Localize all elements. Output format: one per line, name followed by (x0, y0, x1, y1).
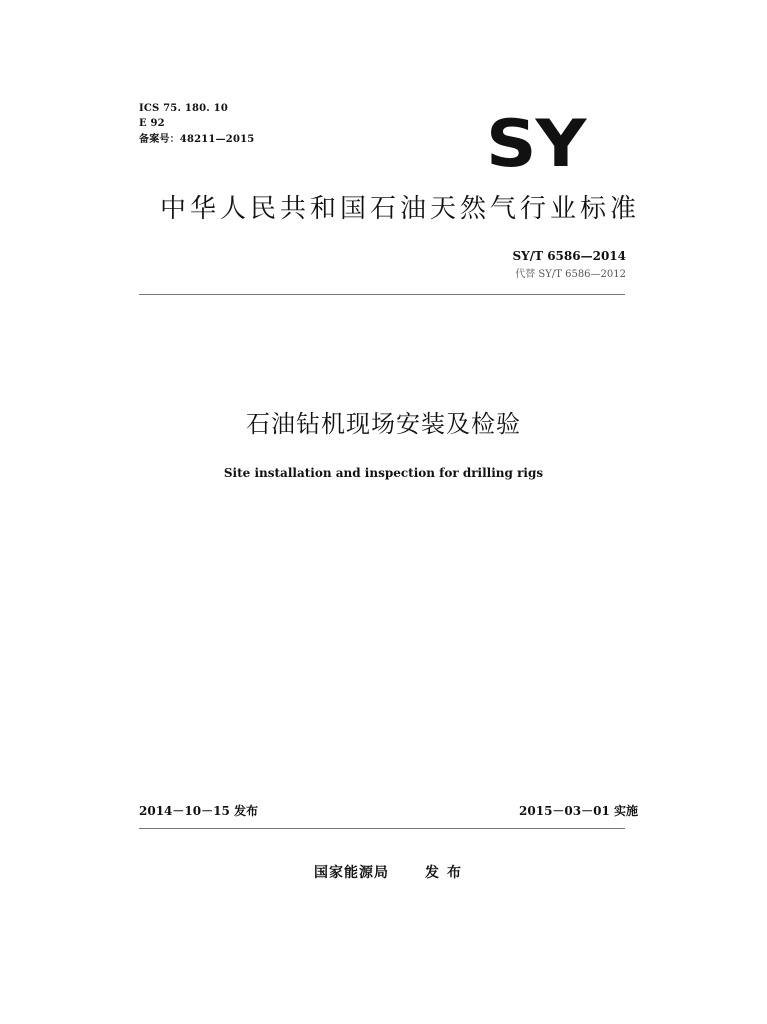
issued-label: 发布 (425, 865, 469, 881)
footer-divider (139, 828, 625, 829)
standard-number: SY/T 6586—2014 (512, 249, 626, 263)
record-number: 备案号：48211—2015 (139, 134, 255, 145)
issue-date: 2014－10－15 发布 (139, 804, 258, 818)
document-title-cn: 石油钻机现场安装及检验 (246, 410, 521, 438)
sy-logo: SY (486, 107, 586, 182)
effective-date: 2015－03－01 实施 (519, 804, 638, 818)
replaced-standard: 代替 SY/T 6586—2012 (515, 269, 626, 280)
industry-standard-title: 中华人民共和国石油天然气行业标准 (160, 194, 641, 224)
document-title-en: Site installation and inspection for drilling rigs (223, 466, 544, 480)
ics-code: ICS 75. 180. 10 (139, 103, 228, 114)
issuing-authority: 国家能源局 (314, 865, 389, 881)
header-divider (139, 294, 625, 295)
classification-code: E 92 (139, 118, 165, 129)
